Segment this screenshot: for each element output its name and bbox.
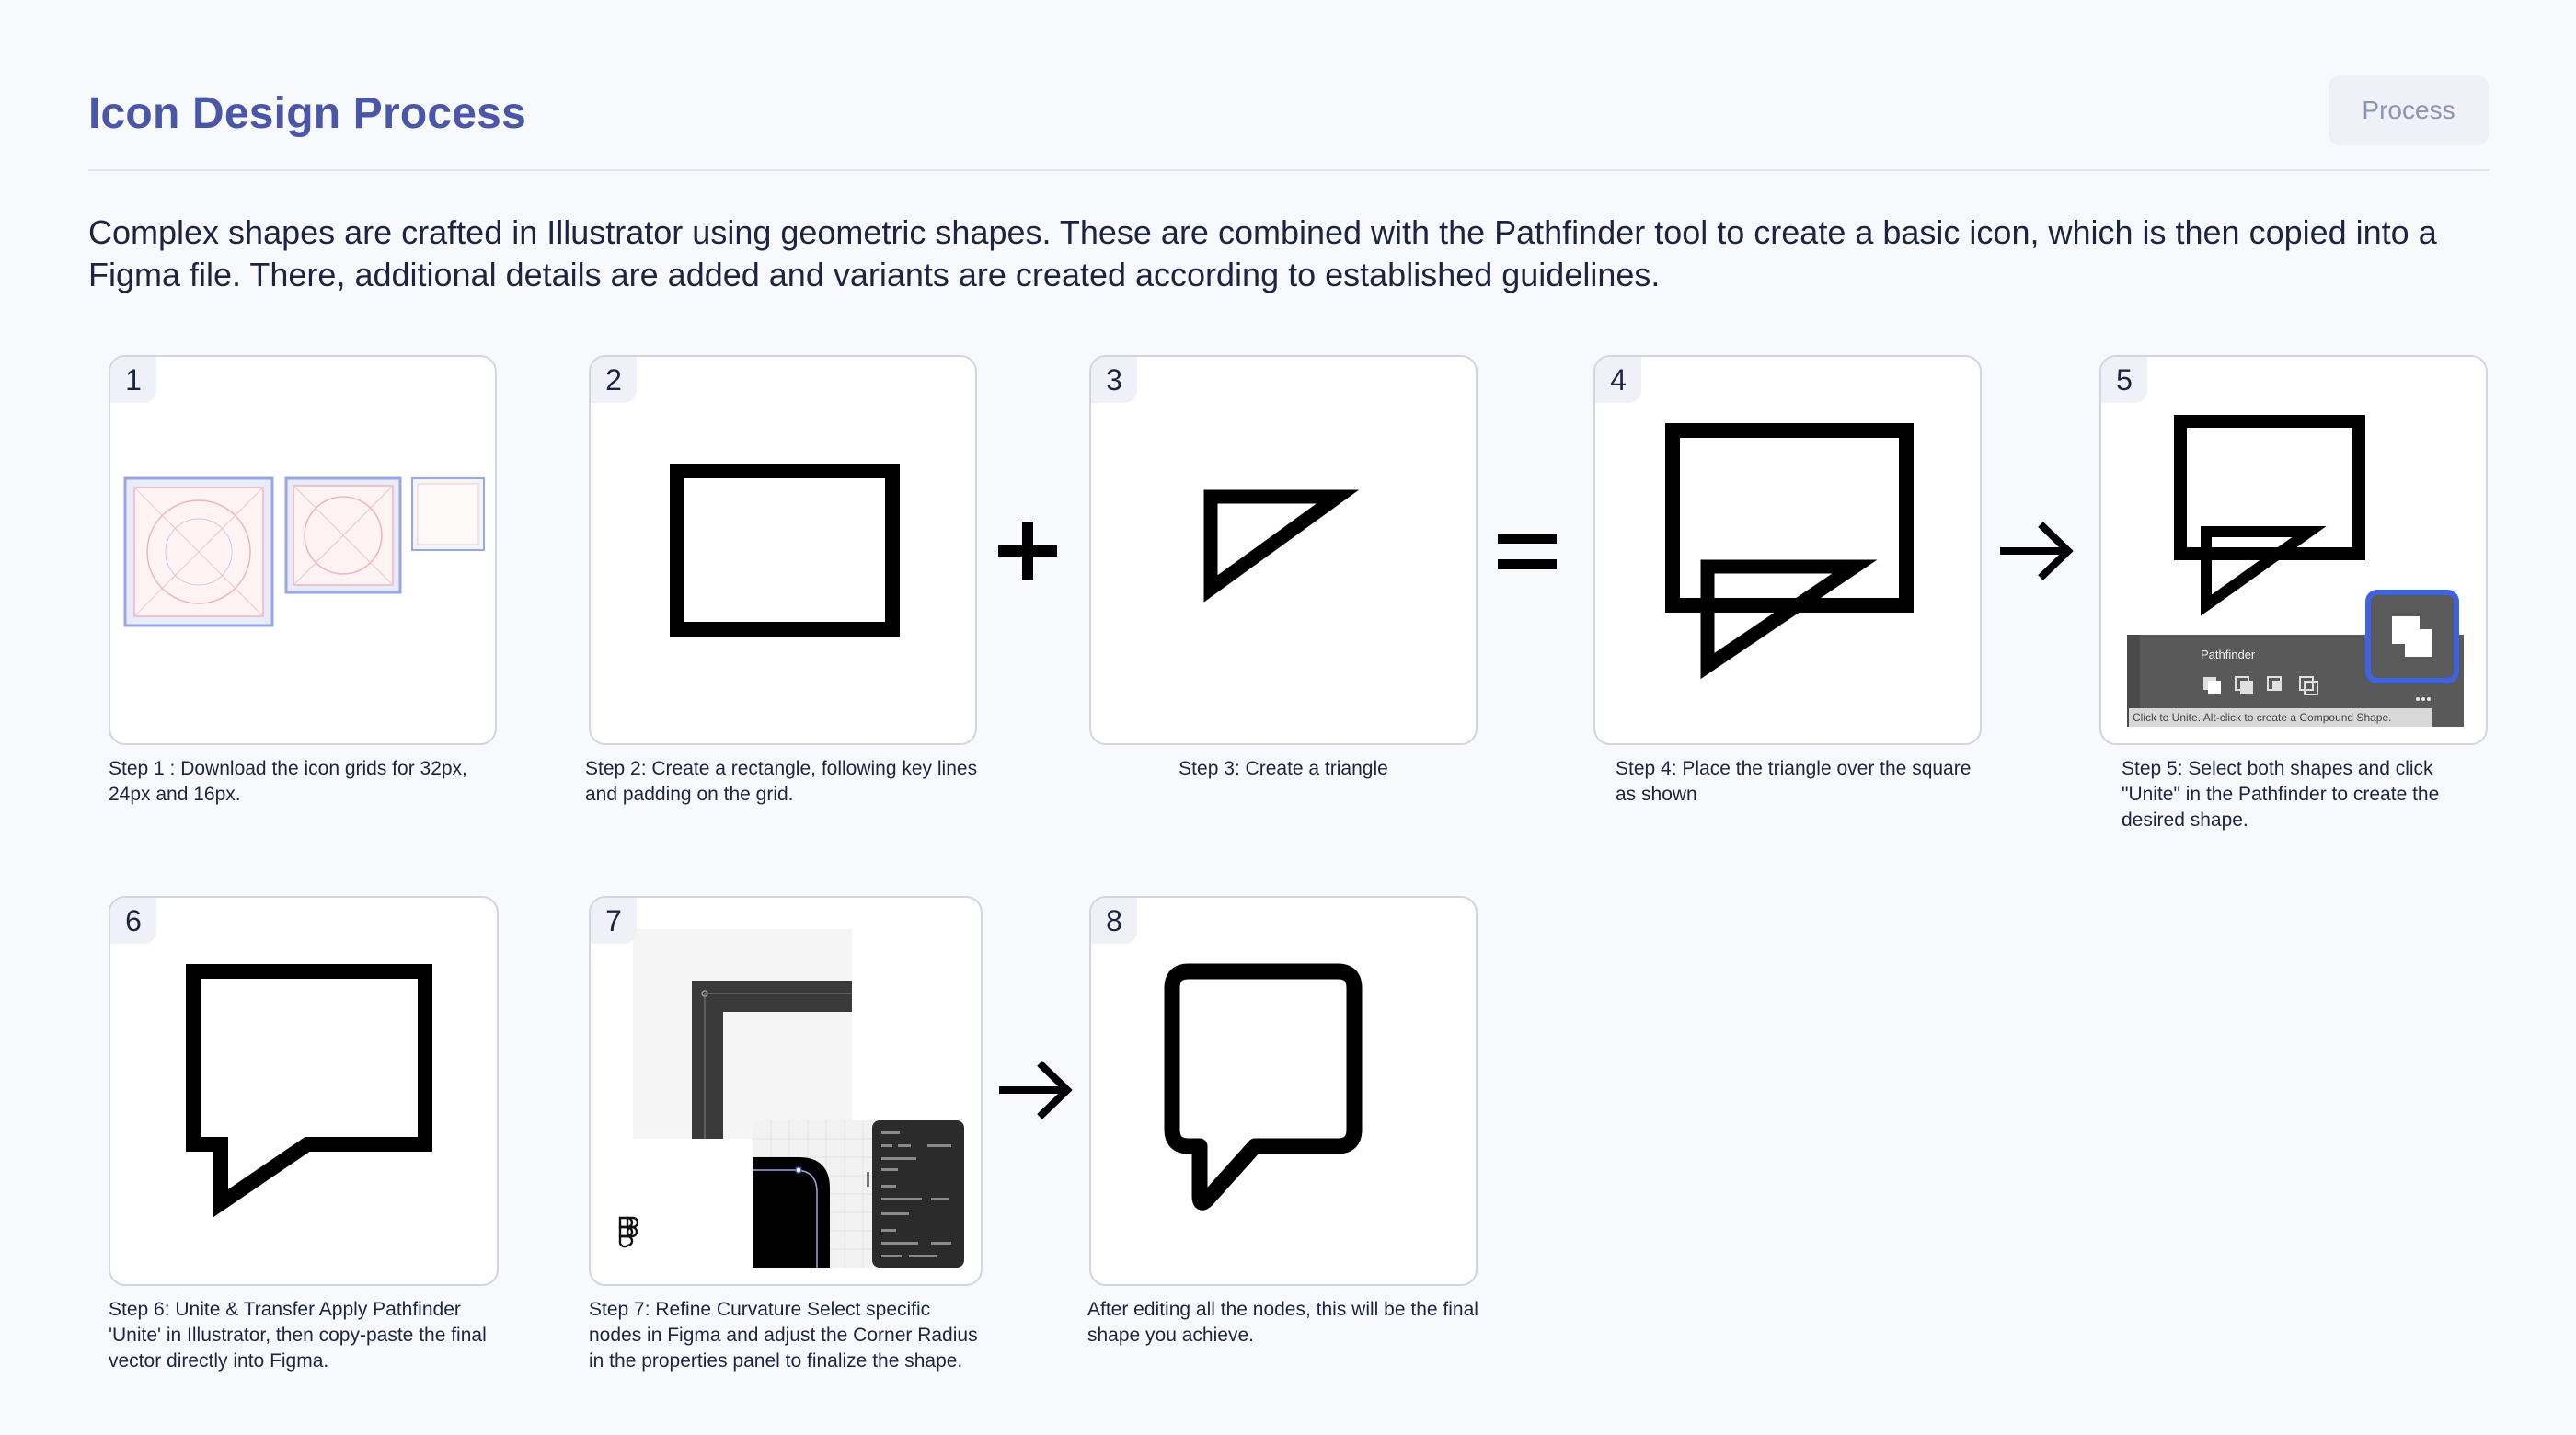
process-tag[interactable]: Process [2329, 75, 2489, 145]
pathfinder-illustration [2101, 357, 2488, 745]
step-7-caption: Step 7: Refine Curvature Select specific nodes in Figma and adjust the Corner Radius in the properties panel to finalize the shape. [589, 1299, 978, 1372]
step-6-caption: Step 6: Unite & Transfer Apply Pathfinder 'Unite' in Illustrator, then copy-paste the final vector directly into Figma. [109, 1299, 487, 1372]
step-1-card [109, 355, 497, 745]
rectangle-shape [591, 357, 977, 745]
triangle-shape [1091, 357, 1478, 745]
step-number: 4 [1595, 357, 1641, 403]
step-5-card [2099, 355, 2488, 745]
pathfinder-panel-title: Pathfinder [2201, 648, 2256, 661]
step-7-card [589, 896, 983, 1286]
step-3-card [1089, 355, 1478, 745]
final-speech-bubble-icon [1091, 898, 1478, 1286]
united-shape [110, 898, 499, 1286]
equals-icon [1498, 530, 1557, 574]
arrow-right-icon [997, 1058, 1075, 1122]
figma-logo-icon [591, 898, 592, 899]
page-title: Icon Design Process [88, 89, 526, 138]
step-number: 5 [2101, 357, 2147, 403]
step-6-card [109, 896, 499, 1286]
step-1-caption: Step 1 : Download the icon grids for 32px, 24px and 16px. [109, 758, 467, 805]
intro-text: Complex shapes are crafted in Illustrator using geometric shapes. These are combined with the Pathfinder tool to create a basic icon, which is then copied into a Figma file. There, additional details are added and variants are created according to established guidelines. [88, 213, 2437, 293]
step-number: 6 [110, 898, 156, 944]
plus-icon [996, 520, 1059, 582]
step-2-card [589, 355, 977, 745]
figma-curvature-illustration [591, 898, 983, 1286]
step-8-card [1089, 896, 1478, 1286]
step-5-caption: Step 5: Select both shapes and click "Unite" in the Pathfinder to create the desired shape. [2122, 758, 2440, 831]
step-number: 1 [110, 357, 156, 403]
step-8-caption: After editing all the nodes, this will be the final shape you achieve. [1087, 1299, 1478, 1346]
step-number: 3 [1091, 357, 1137, 403]
step-4-card [1593, 355, 1982, 745]
step-4-caption: Step 4: Place the triangle over the square as shown [1616, 758, 1972, 805]
step-2-caption: Step 2: Create a rectangle, following key lines and padding on the grid. [585, 758, 978, 805]
step-number: 8 [1091, 898, 1137, 944]
overlap-shapes [1595, 357, 1982, 745]
icon-grids-illustration [110, 357, 497, 745]
pathfinder-tooltip: Click to Unite. Alt-click to create a Compound Shape. [2133, 711, 2392, 724]
step-number: 7 [591, 898, 637, 944]
header-divider [88, 169, 2490, 171]
step-3-caption: Step 3: Create a triangle [1179, 758, 1388, 779]
step-number: 2 [591, 357, 637, 403]
arrow-right-icon [1998, 519, 2076, 583]
